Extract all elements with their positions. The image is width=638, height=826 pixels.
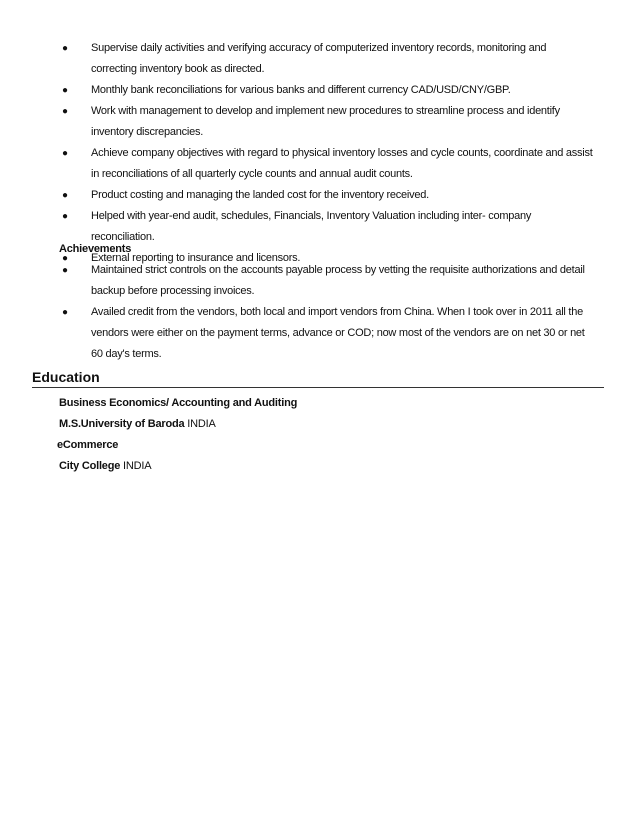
list-item	[0, 80, 638, 101]
institution-country: INDIA	[187, 418, 216, 430]
responsibility-text: Helped with year-end audit, schedules, Financials, Inventory Valuation including inter- company reconciliation.	[91, 210, 532, 243]
bullet-icon: ●	[62, 190, 68, 201]
achievement-text: Maintained strict controls on the accounts payable process by vetting the requisite authorizations and detail backup before processing invoices.	[91, 264, 585, 297]
bullet-icon: ●	[62, 85, 68, 96]
responsibility-text: Work with management to develop and implement new procedures to streamline process and identify inventory discrepancies.	[91, 105, 560, 138]
bullet-icon: ●	[62, 106, 68, 117]
responsibilities-list	[0, 38, 638, 269]
institution-country: INDIA	[123, 460, 152, 472]
bullet-icon: ●	[62, 253, 68, 264]
achievements-list	[0, 260, 638, 365]
education-degree: eCommerce	[57, 439, 119, 451]
section-divider	[32, 387, 604, 388]
bullet-icon: ●	[62, 211, 68, 222]
bullet-icon: ●	[62, 265, 68, 276]
achievement-text: Availed credit from the vendors, both local and import vendors from China. When I took over in 2011 all the vendors were either on the payment terms, advance or COD; now most of the vendors are on net 30 or net 60 day's terms.	[91, 306, 585, 360]
institution-name: M.S.University of Baroda	[59, 418, 185, 430]
list-item	[0, 101, 638, 143]
achievements-heading: Achievements	[59, 243, 132, 255]
responsibility-text: Product costing and managing the landed cost for the inventory received.	[91, 189, 429, 201]
responsibility-text: Monthly bank reconciliations for various banks and different currency CAD/USD/CNY/GBP.	[91, 84, 511, 96]
list-item	[0, 38, 638, 80]
education-institution	[59, 459, 151, 473]
list-item	[0, 143, 638, 185]
institution-name: City College	[59, 460, 121, 472]
education-institution	[59, 417, 216, 431]
responsibility-text: External reporting to insurance and licensors.	[91, 252, 301, 264]
list-item	[0, 185, 638, 206]
list-item	[0, 302, 638, 365]
responsibility-text: Supervise daily activities and verifying accuracy of computerized inventory records, monitoring and correcting inventory book as directed.	[91, 42, 547, 75]
bullet-icon: ●	[62, 43, 68, 54]
responsibility-text: Achieve company objectives with regard to physical inventory losses and cycle counts, coordinate and assist in reconciliations of all quarterly cycle counts and annual audit counts.	[91, 147, 593, 180]
list-item	[0, 260, 638, 302]
bullet-icon: ●	[62, 307, 68, 318]
education-heading: Education	[32, 369, 100, 385]
bullet-icon: ●	[62, 148, 68, 159]
education-degree: Business Economics/ Accounting and Auditing	[59, 397, 298, 409]
